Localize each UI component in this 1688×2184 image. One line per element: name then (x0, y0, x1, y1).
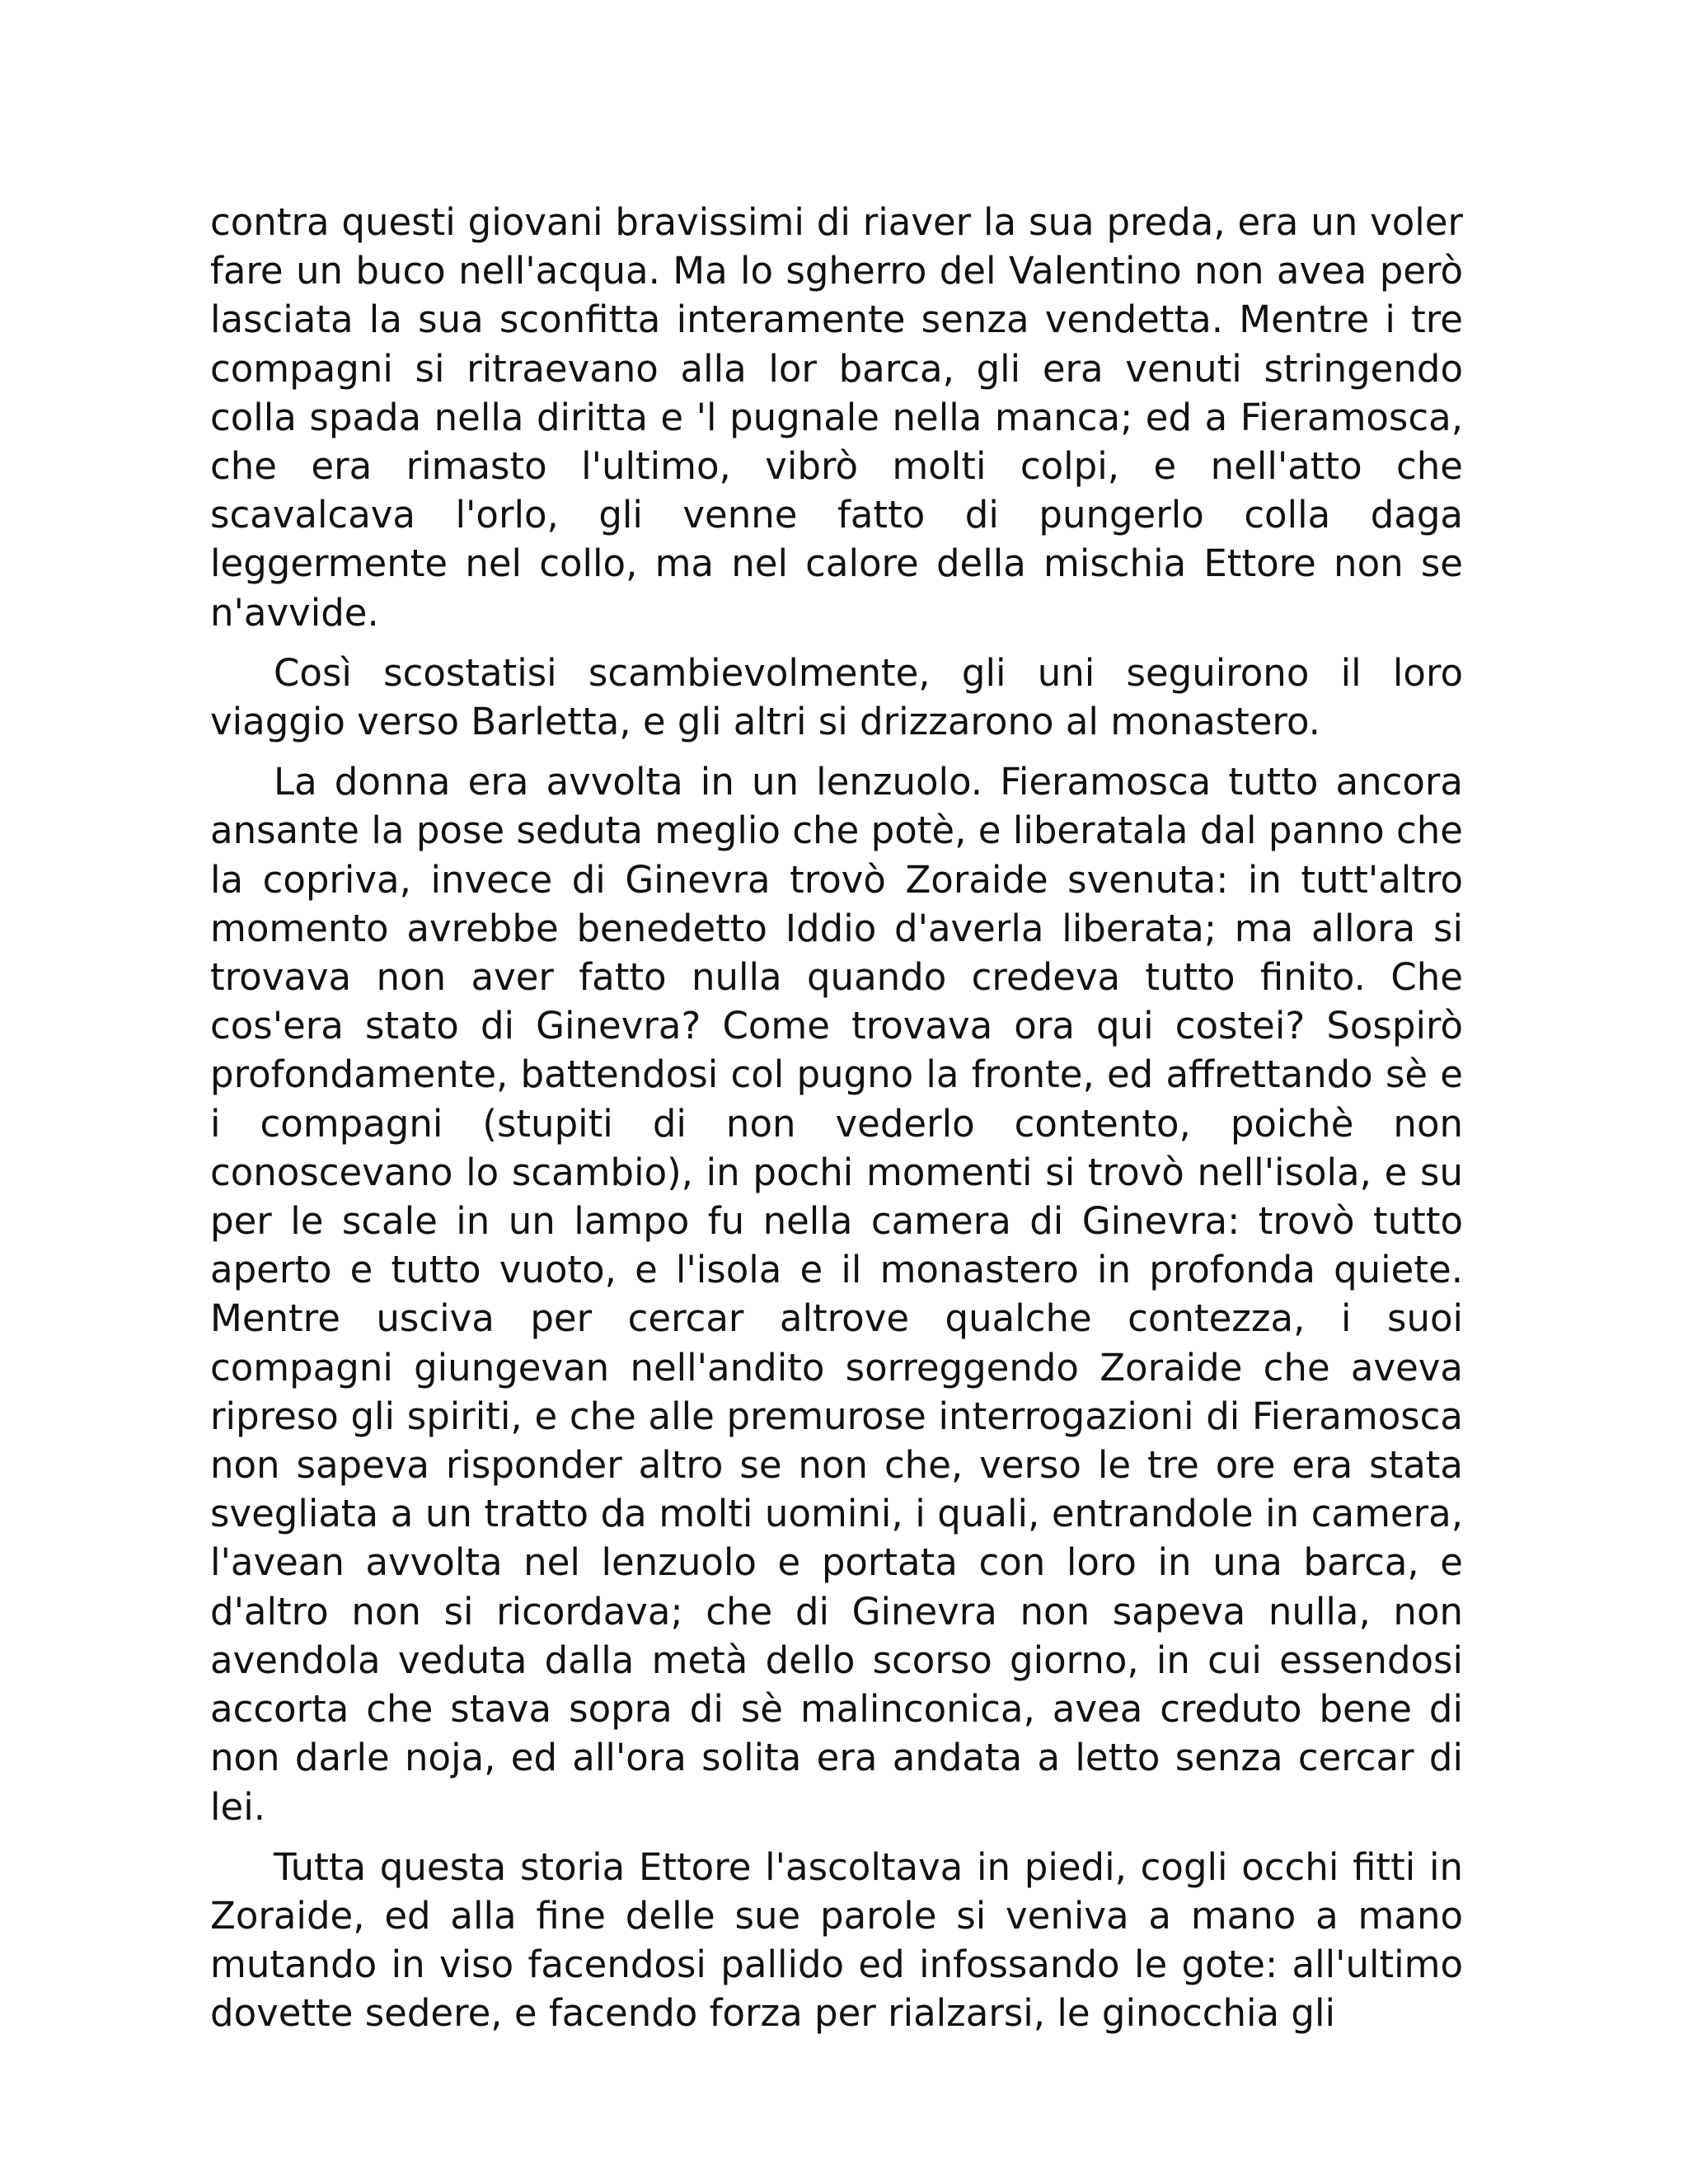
page-text (210, 198, 1463, 2050)
paragraph-2: Così scostatisi scambievolmente, gli uni seguirono il loro viaggio verso Barletta, e gli altri si drizzarono al monastero. (210, 650, 1463, 744)
paragraph-1: contra questi giovani bravissimi di riaver la sua preda, era un voler fare un buco nell'acqua. Ma lo sgherro del Valentino non avea però lasciata la sua sconfitta interamente senza vendetta. Mentre i tre compagni si ritraevano alla lor barca, gli era venuti stringendo colla spada nella diritta e 'l pugnale nella manca; ed a Fieramosca, che era rimasto l'ultimo, vibrò molti colpi, e nell'atto che scavalcava l'orlo, gli venne fatto di pungerlo colla daga leggermente nel collo, ma nel calore della mischia Ettore non se n'avvide. (210, 200, 1463, 635)
paragraph-4: Tutta questa storia Ettore l'ascoltava in piedi, cogli occhi fitti in Zoraide, ed alla fine delle sue parole si veniva a mano a mano mutando in viso facendosi pallido ed infossando le gote: all'ultimo dovette sedere, e facendo forza per rialzarsi, le ginocchia gli (210, 1844, 1463, 2036)
paragraph-3: La donna era avvolta in un lenzuolo. Fieramosca tutto ancora ansante la pose seduta meglio che potè, e liberatala dal panno che la copriva, invece di Ginevra trovò Zoraide svenuta: in tutt'altro momento avrebbe benedetto Iddio d'averla liberata; ma allora si trovava non aver fatto nulla quando credeva tutto finito. Che cos'era stato di Ginevra? Come trovava ora qui costei? Sospirò profondamente, battendosi col pugno la fronte, ed affrettando sè e i compagni (stupiti di non vederlo contento, poichè non conoscevano lo scambio), in pochi momenti si trovò nell'isola, e su per le scale in un lampo fu nella camera di Ginevra: trovò tutto aperto e tutto vuoto, e l'isola e il monastero in profonda quiete. Mentre usciva per cercar altrove qualche contezza, i suoi compagni giungevan nell'andito sorreggendo Zoraide che aveva ripreso gli spiriti, e che alle premurose interrogazioni di Fieramosca non sapeva risponder altro se non che, verso le tre ore era stata svegliata a un tratto da molti uomini, i quali, entrandole in camera, l'avean avvolta nel lenzuolo e portata con loro in una barca, e d'altro non si ricordava; che di Ginevra non sapeva nulla, non avendola veduta dalla metà dello scorso giorno, in cui essendosi accorta che stava sopra di sè malinconica, avea creduto bene di non darle noja, ed all'ora solita era andata a letto senza cercar di lei. (210, 760, 1463, 1829)
